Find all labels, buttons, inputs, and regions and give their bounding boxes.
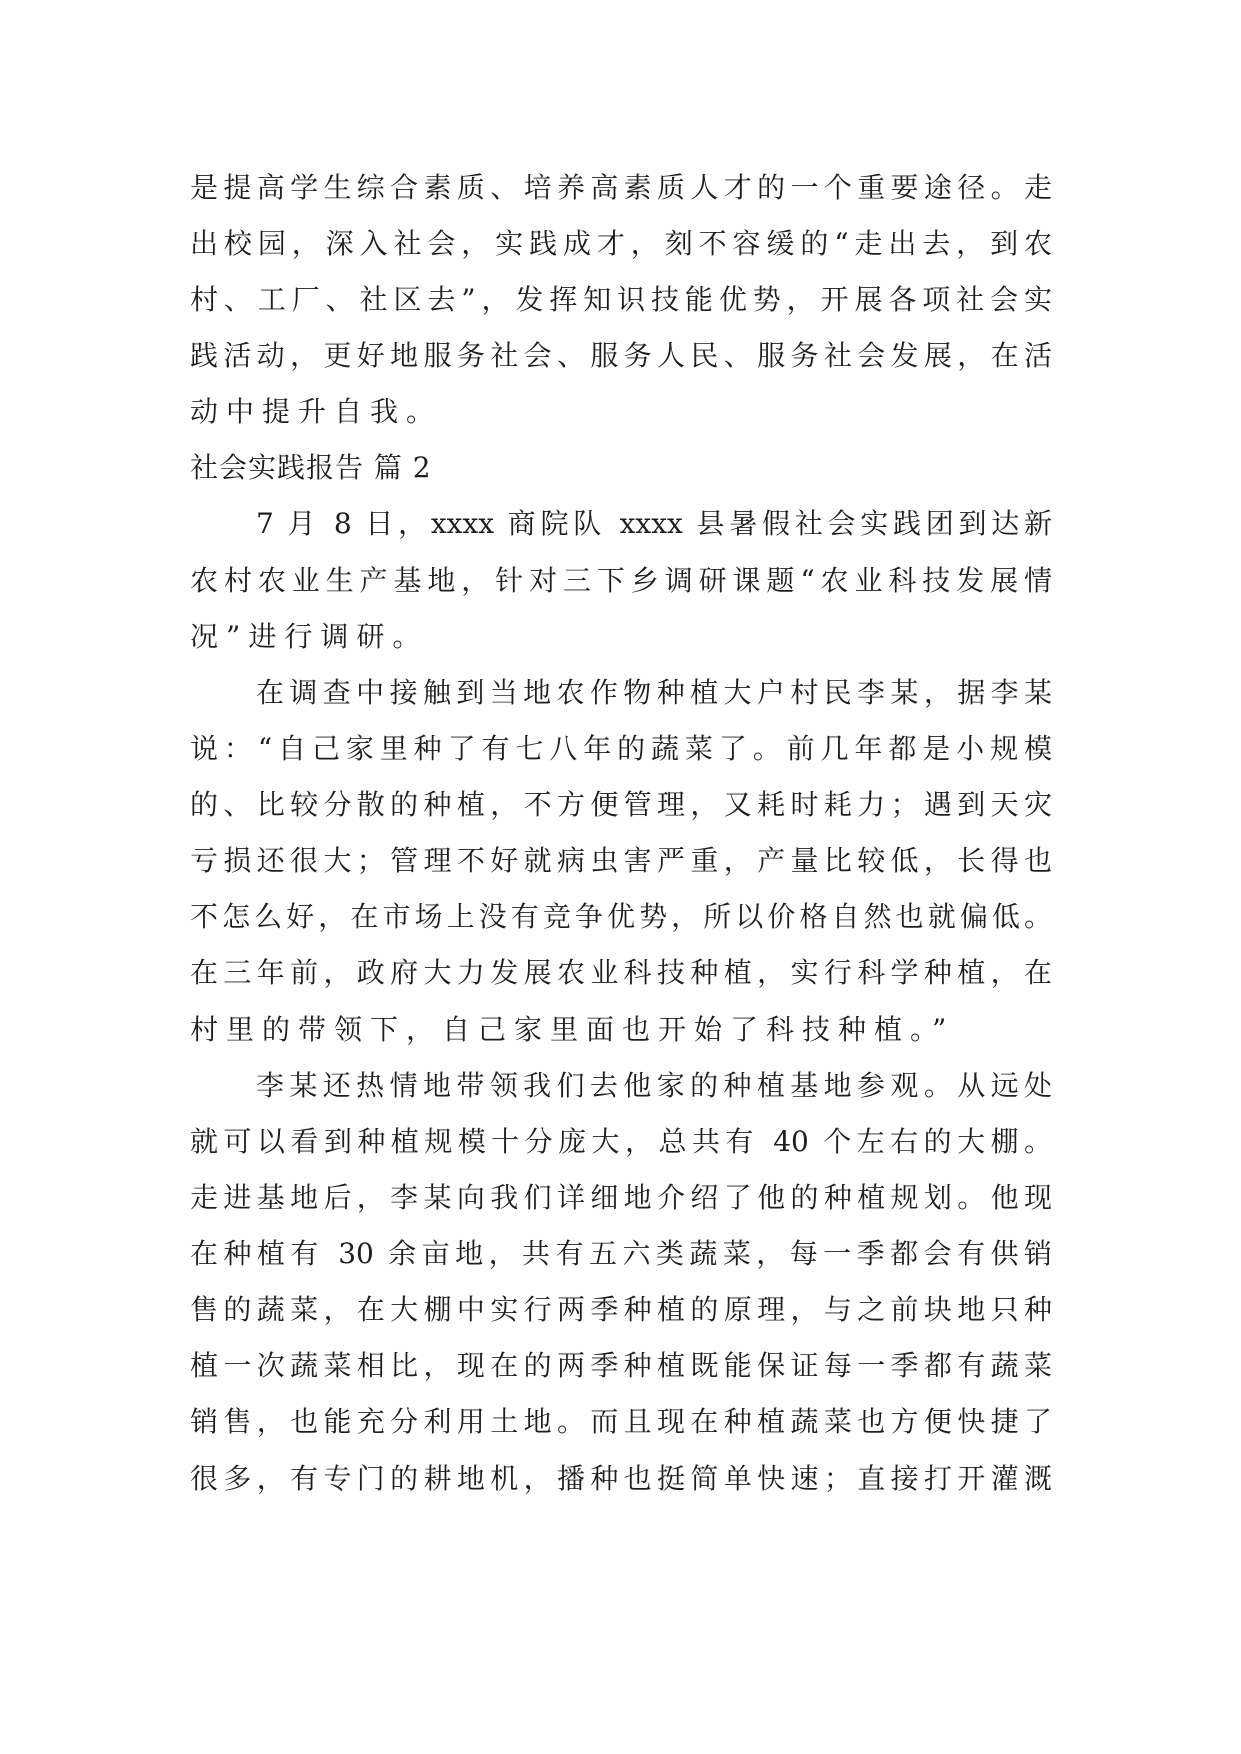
paragraph-line: 植一次蔬菜相比，现在的两季种植既能保证每一季都有蔬菜 <box>190 1349 1052 1382</box>
paragraph-line: 的、比较分散的种植，不方便管理，又耗时耗力；遇到天灾 <box>190 788 1052 821</box>
paragraph-line: 在调查中接触到当地农作物种植大户村民李某，据李某 <box>256 676 1052 709</box>
paragraph-line: 就可以看到种植规模十分庞大，总共有 40 个左右的大棚。 <box>190 1125 1052 1158</box>
paragraph-line: 是提高学生综合素质、培养高素质人才的一个重要途径。走 <box>190 171 1052 204</box>
paragraph-line: 践活动，更好地服务社会、服务人民、服务社会发展，在活 <box>190 339 1052 372</box>
paragraph-line: 售的蔬菜，在大棚中实行两季种植的原理，与之前块地只种 <box>190 1293 1052 1326</box>
paragraph-line: 动中提升自我。 <box>190 395 443 428</box>
section-heading: 社会实践报告 篇 2 <box>190 451 432 484</box>
paragraph-line: 村、工厂、社区去”，发挥知识技能优势，开展各项社会实 <box>190 283 1052 316</box>
paragraph-line: 在种植有 30 余亩地，共有五六类蔬菜，每一季都会有供销 <box>190 1237 1052 1270</box>
paragraph-line: 不怎么好，在市场上没有竞争优势，所以价格自然也就偏低。 <box>190 900 1052 933</box>
paragraph-line: 况”进行调研。 <box>190 620 429 653</box>
paragraph-line: 出校园，深入社会，实践成才，刻不容缓的“走出去，到农 <box>190 227 1052 260</box>
paragraph-line: 说：“自己家里种了有七八年的蔬菜了。前几年都是小规模 <box>190 732 1052 765</box>
paragraph-line: 农村农业生产基地，针对三下乡调研课题“农业科技发展情 <box>190 564 1052 597</box>
paragraph-line: 走进基地后，李某向我们详细地介绍了他的种植规划。他现 <box>190 1181 1052 1214</box>
paragraph-line: 7 月 8 日，xxxx 商院队 xxxx 县暑假社会实践团到达新 <box>256 507 1052 540</box>
paragraph-line: 李某还热情地带领我们去他家的种植基地参观。从远处 <box>256 1069 1052 1102</box>
paragraph-line: 在三年前，政府大力发展农业科技种植，实行科学种植，在 <box>190 956 1052 989</box>
paragraph-line: 村里的带领下，自己家里面也开始了科技种植。” <box>190 1013 955 1046</box>
paragraph-line: 很多，有专门的耕地机，播种也挺简单快速；直接打开灌溉 <box>190 1462 1052 1495</box>
paragraph-line: 亏损还很大；管理不好就病虫害严重，产量比较低，长得也 <box>190 844 1052 877</box>
paragraph-line: 销售，也能充分利用土地。而且现在种植蔬菜也方便快捷了 <box>190 1405 1052 1438</box>
